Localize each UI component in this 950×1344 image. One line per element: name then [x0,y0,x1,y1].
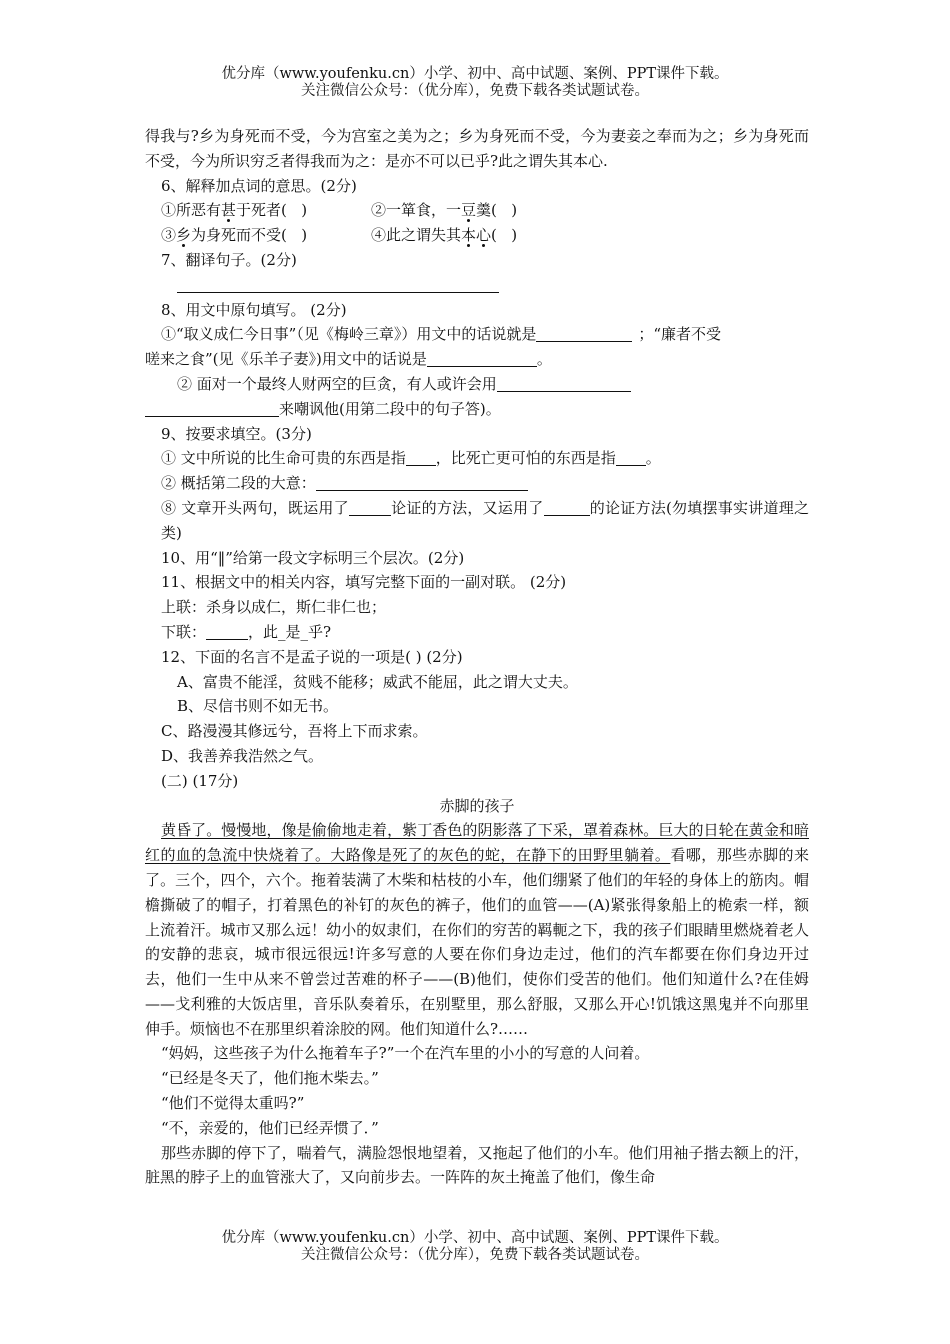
header-line-2: 关注微信公众号：（优分库），免费下载各类试题试卷。 [301,83,649,99]
q10-title: 10、用“‖”给第一段文字标明三个层次。(2分) [161,548,465,567]
emphasis-dot: 豆 [461,201,477,220]
q6-item-2: ②一箪食，一豆羹( ) [371,201,518,220]
para-1-rest: 看哪，那些赤脚的来了。三个，四个，六个。拖着装满了木柴和枯枝的小车，他们绷紧了他们的年轻的身体上的筋肉。帽檐撕破了的帽子，打着黑色的补钉的灰色的裤子，他们的血管——(A)紧张得象船上的桅索一样，额上流着汗。城市又那么远！幼小的奴隶们，在你们的穷苦的羁軛之下，我的孩子们眼睛里燃烧着老人的安静的悲哀，城市很远很远!许多写意的人要在你们身边走过，他们的汽车都要在你们身边开过去，他们一生中从来不曾尝过苦难的杯子——(B)他们，使你们受苦的他们。他们知道什么?在佳姆——戈利雅的大饭店里，音乐队奏着乐，在别墅里，那么舒服，又那么开心!饥饿这黑鬼并不向那里伸手。烦恼也不在那里织着涂胶的网。他们知道什么?…… [145,846,809,1038]
q9-s1b: ，比死亡更可怕的东西是指 [435,449,616,468]
q6-title: 6、解释加点词的意思。(2分) [161,176,357,195]
answer-blank[interactable] [406,449,436,466]
passage-para-1 [145,818,809,1041]
answer-blank[interactable] [349,499,391,516]
emphasis-dot: 乡 [176,226,192,245]
q8-s1c: 嗟来之食”(见《乐羊子妻》)用文中的话说是 [145,350,427,369]
q6-item-3: ③乡为身死而不受( ) [161,226,308,245]
dialogue-1: “妈妈，这些孩子为什么拖着车子?”一个在汽车里的小小的写意的人问着。 [161,1044,650,1063]
footer-line-2: 关注微信公众号：（优分库），免费下载各类试题试卷。 [301,1247,649,1263]
q8-s1d: 。 [536,350,552,369]
answer-blank[interactable] [177,276,499,293]
page-footer [0,1230,950,1264]
q9-s3b: 论证的方法，又运用了 [390,498,544,517]
q9-sub-3 [145,496,809,546]
emphasis-dot: 本 [461,226,477,245]
passage-title: 赤脚的孩子 [439,796,515,815]
underlined-sentence: 黄昏了。慢慢地，像是偷偷地走着，紫丁香色的阴影落了下采，罩着森林。巨大的日轮在黄金和暗红的血的急流中快烧着了。大路像是死了的灰色的蛇，在静下的田野里躺着。 [145,821,809,865]
q6-row-1 [145,198,809,223]
q9-title: 9、按要求填空。(3分) [161,424,312,443]
passage-para-last: 那些赤脚的停下了，喘着气，满脸怨恨地望着，又拖起了他们的小车。他们用袖子揩去额上的汗，脏黑的脖子上的血管涨大了，又向前步去。一阵阵的灰土掩盖了他们，像生命 [145,1143,809,1187]
answer-blank[interactable] [616,449,646,466]
q11-upper-couplet: 上联：杀身以成仁，斯仁非仁也； [161,598,387,617]
q8-sub-1 [145,322,809,347]
q9-s2a: ② 概括第二段的大意： [161,474,316,493]
page-header [0,66,950,100]
emphasis-dot: 心 [476,226,492,245]
q9-s3c: 的论证方法(勿填摆事实讲道理之类) [161,498,809,542]
dialogue-4: “不，亲爱的，他们已经弄惯了．” [161,1118,379,1137]
q9-s1a: ① 文中所说的比生命可贵的东西是指 [161,449,406,468]
answer-blank[interactable] [145,400,279,417]
q9-sub-1 [145,446,809,471]
q8-s2a: ② 面对一个最终人财两空的巨贪，有人或许会用 [177,374,497,393]
q12-option-c: C、路漫漫其修远兮，吾将上下而求索。 [161,722,428,741]
q8-s1b: ；“廉者不受 [638,325,722,344]
q11-lower-b: ，此_是_乎? [248,622,332,641]
document-body [145,124,809,1190]
emphasis-dot: 甚 [221,201,237,220]
q6-item-1: ①所恶有甚于死者( ) [161,201,308,220]
passage-tail: 得我与?乡为身死而不受，今为宫室之美为之；乡为身死而不受，今为妻妾之奉而为之；乡为身死而不受，今为所识穷乏者得我而为之：是亦不可以已乎?此之谓失其本心. [145,127,809,170]
q9-sub-2 [145,471,809,496]
q12-option-b: B、尽信书则不如无书。 [177,697,339,716]
answer-blank[interactable] [544,499,590,516]
q11-lower-a: 下联： [161,622,207,641]
header-line-1: 优分库（www.youfenku.cn）小学、初中、高中试题、案例、PPT课件下载。 [221,66,729,82]
footer-line-1: 优分库（www.youfenku.cn）小学、初中、高中试题、案例、PPT课件下载。 [221,1230,729,1246]
q8-s2b: 来嘲讽他(用第二段中的句子答)。 [279,399,501,418]
dialogue-2: “已经是冬天了，他们拖木柴去。” [161,1069,379,1088]
q12-option-a: A、富贵不能淫，贫贱不能移；威武不能屈，此之谓大丈夫。 [177,672,578,691]
dialogue-3: “他们不觉得太重吗?” [161,1094,305,1113]
q11-title: 11、根据文中的相关内容，填写完整下面的一副对联。 (2分) [161,573,567,592]
q6-item-4: ④此之谓失其本心( ) [371,226,518,245]
q9-s1c: 。 [645,449,661,468]
q9-s3a: ⑧ 文章开头两句，既运用了 [161,498,349,517]
answer-blank[interactable] [427,350,537,367]
q8-s1a: ①“取义成仁今日事”（见《梅岭三章》）用文中的话说就是 [161,325,537,344]
q8-title: 8、用文中原句填写。 (2分) [161,300,347,319]
q12-title: 12、下面的名言不是孟子说的一项是( ) (2分) [161,647,463,666]
q6-row-2 [145,223,809,248]
q7-answer-line [145,273,809,298]
q7-title: 7、翻译句子。(2分) [161,250,297,269]
answer-blank[interactable] [316,474,528,491]
q11-lower-couplet [145,620,809,645]
q12-option-d: D、我善养我浩然之气。 [161,746,324,765]
answer-blank[interactable] [536,325,632,342]
answer-blank[interactable] [206,623,248,640]
part2-heading: (二) (17分) [161,771,239,790]
q8-sub-1-cont [145,347,809,372]
answer-blank[interactable] [497,375,631,392]
q8-sub-2 [145,372,809,397]
q8-sub-2-cont [145,397,809,422]
